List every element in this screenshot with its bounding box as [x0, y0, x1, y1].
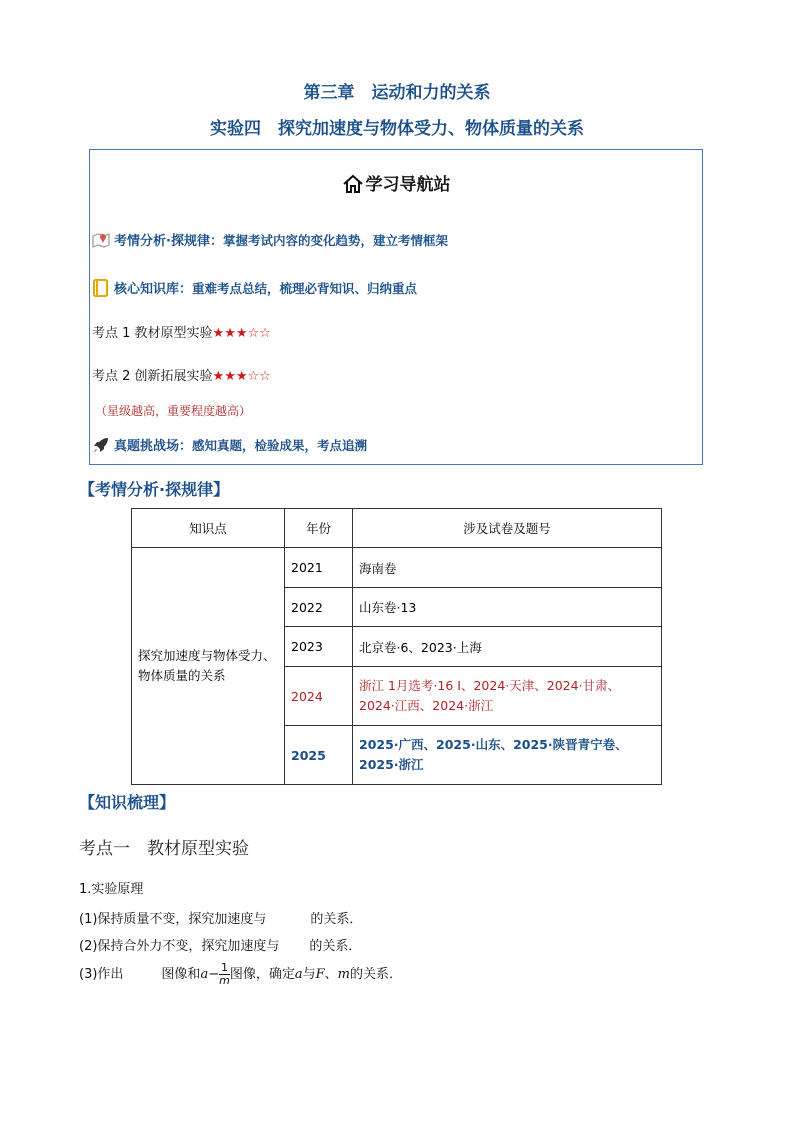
principle-heading: 1.实验原理 — [79, 882, 144, 897]
nav-kp2-stars: ★★★☆☆ — [212, 369, 271, 384]
principle-item3-text-d: 与 — [302, 967, 316, 982]
chapter-title: 第三章 运动和力的关系 — [303, 83, 491, 103]
var-f: F — [315, 967, 325, 982]
section-knowledge: 【知识梳理】 — [79, 793, 176, 812]
table-header-papers: 涉及试卷及题号 — [353, 509, 662, 548]
table-papers-cell: 2025·广西、2025·山东、2025·陕晋青宁卷、2025·浙江 — [353, 726, 662, 785]
nav-star-note: （星级越高，重要程度越高） — [95, 404, 252, 418]
home-icon — [342, 173, 364, 195]
nav-row1-label: 考情分析·探规律： — [114, 234, 223, 249]
fraction-numerator: 1 — [220, 961, 228, 974]
table-topic-cell: 探究加速度与物体受力、物体质量的关系 — [132, 548, 285, 785]
principle-item1-text-b: 的关系． — [310, 912, 363, 927]
principle-item2-text-a: (2)保持合外力不变，探究加速度与 — [79, 939, 280, 954]
principle-item2-text-b: 的关系． — [309, 939, 362, 954]
principle-item-1 — [79, 908, 362, 927]
nav-row-real-exam — [92, 435, 367, 454]
fraction-one-over-m — [219, 962, 230, 987]
table-year-cell: 2022 — [285, 588, 353, 627]
table-header-topic: 知识点 — [132, 509, 285, 548]
separator: 、 — [324, 967, 338, 982]
table-year-cell: 2021 — [285, 548, 353, 588]
nav-row2-label: 核心知识库： — [114, 282, 193, 297]
var-m: m — [337, 967, 350, 982]
nav-row-exam-analysis — [92, 230, 448, 249]
principle-item3-text-c: 图像，确定 — [229, 967, 295, 982]
nav-row3-label: 真题挑战场： — [114, 439, 193, 454]
table-year-cell: 2024 — [285, 667, 353, 726]
minus-sign: − — [208, 967, 220, 982]
nav-heading — [90, 170, 702, 195]
principle-item-2 — [79, 935, 361, 954]
nav-row1-desc: 掌握考试内容的变化趋势，建立考情框架 — [222, 233, 448, 248]
table-header-row — [132, 509, 662, 548]
table-year-cell: 2025 — [285, 726, 353, 785]
principle-item3-text-e: 的关系． — [350, 967, 403, 982]
principle-item3-text-a: (3)作出 — [79, 967, 124, 982]
var-a: a — [294, 967, 303, 982]
table-row — [132, 548, 662, 588]
kp-one-title: 考点一 教材原型实验 — [79, 839, 249, 859]
table-papers-cell: 海南卷 — [353, 548, 662, 588]
book-icon — [92, 279, 110, 297]
section-exam-analysis: 【考情分析·探规律】 — [79, 480, 230, 499]
nav-kp1-stars: ★★★☆☆ — [212, 326, 271, 341]
table-papers-cell: 浙江 1月选考·16 I、2024·天津、2024·甘肃、2024·江西、2024·浙江 — [353, 667, 662, 726]
nav-kp1 — [92, 322, 271, 341]
fraction-denominator: m — [219, 974, 230, 987]
table-year-cell: 2023 — [285, 627, 353, 667]
nav-row-core-knowledge — [92, 278, 417, 297]
learning-nav-box — [89, 149, 703, 465]
nav-kp2-text: 考点 2 创新拓展实验 — [92, 369, 213, 384]
exam-table — [131, 508, 662, 785]
map-pin-icon — [92, 231, 110, 249]
principle-item3-text-b: 图像和 — [161, 967, 201, 982]
table-papers-cell: 北京卷·6、2023·上海 — [353, 627, 662, 667]
experiment-title: 实验四 探究加速度与物体受力、物体质量的关系 — [210, 119, 584, 139]
principle-item-3 — [79, 962, 402, 988]
table-header-year: 年份 — [285, 509, 353, 548]
rocket-icon — [92, 436, 110, 454]
var-a: a — [200, 967, 209, 982]
table-papers-cell: 山东卷·13 — [353, 588, 662, 627]
nav-kp2 — [92, 365, 271, 384]
nav-title: 学习导航站 — [365, 175, 451, 195]
nav-row2-desc: 重难考点总结，梳理必背知识、归纳重点 — [192, 281, 418, 296]
principle-item1-text-a: (1)保持质量不变，探究加速度与 — [79, 912, 267, 927]
nav-row3-desc: 感知真题，检验成果，考点追溯 — [192, 438, 368, 453]
nav-kp1-text: 考点 1 教材原型实验 — [92, 326, 213, 341]
